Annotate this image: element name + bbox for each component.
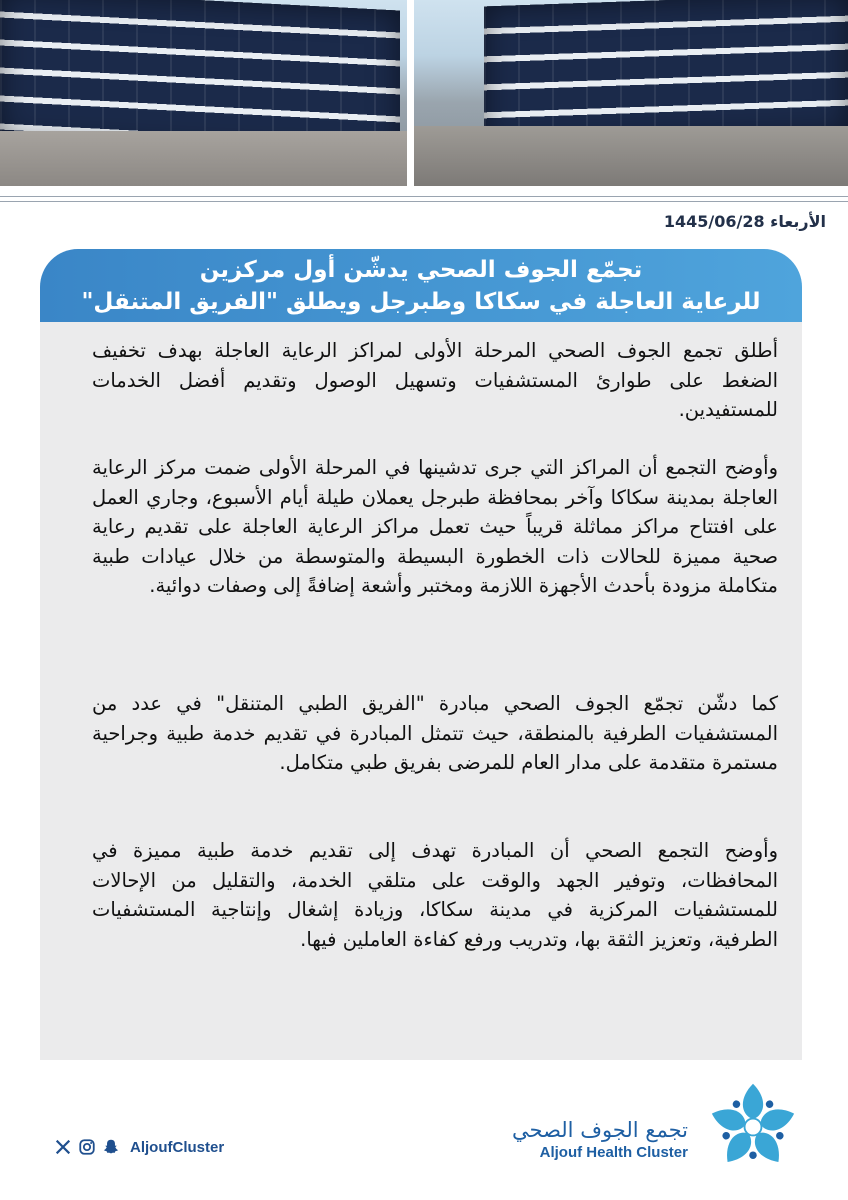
paragraph-3: كما دشّن تجمّع الجوف الصحي مبادرة "الفريق الطبي المتنقل" في عدد من المستشفيات الطرفية بالمنطقة، حيث تتمثل المبادرة في تقديم خدمة طبية وجراحية مستمرة متقدمة على مدار العام للمرضى بفريق طبي متكامل.: [92, 692, 778, 775]
publish-date: الأربعاء 1445/06/28: [663, 212, 826, 231]
building-photo-right: [414, 0, 848, 186]
article-title: [40, 249, 802, 322]
social-handle[interactable]: AljoufCluster: [130, 1138, 225, 1156]
paragraph-1: أطلق تجمع الجوف الصحي المرحلة الأولى لمراكز الرعاية العاجلة بهدف تخفيف الضغط على طوارئ المستشفيات وتسهيل الوصول وتقديم أفضل الخدمات للمستفيدين.: [92, 339, 778, 422]
header-photos: [0, 0, 848, 196]
paragraph-4: وأوضح التجمع الصحي أن المبادرة تهدف إلى تقديم خدمة طبية مميزة في المحافظات، وتوفير الجهد والوقت على متلقي الخدمة، والتقليل من الإحالات للمستشفيات المركزية في مدينة سكاكا، وزيادة إشغال وإنتاجية المستشفيات الطرفية، وتعزيز الثقة بها، وتدريب ورفع كفاءة العاملين فيها.: [92, 839, 778, 951]
building-photo-left: [0, 0, 407, 186]
brand-name-ar: تجمع الجوف الصحي: [512, 1118, 688, 1142]
title-line-1: تجمّع الجوف الصحي يدشّن أول مركزين: [199, 257, 643, 283]
title-line-2: للرعاية العاجلة في سكاكا وطبرجل ويطلق "الفريق المتنقل": [81, 289, 761, 315]
aljouf-logo-icon: [706, 1080, 800, 1174]
instagram-icon[interactable]: [78, 1138, 96, 1156]
brand-name-en: Aljouf Health Cluster: [539, 1144, 688, 1161]
article-body: [40, 322, 802, 1060]
snapchat-icon[interactable]: [102, 1138, 120, 1156]
brand-name: [512, 1117, 688, 1163]
social-links: [54, 1136, 224, 1158]
x-icon[interactable]: [54, 1138, 72, 1156]
header-divider: [0, 196, 848, 208]
paragraph-2: وأوضح التجمع أن المراكز التي جرى تدشينها في المرحلة الأولى ضمت مركز الرعاية العاجلة بمدينة سكاكا وآخر بمحافظة طبرجل يعملان طيلة أيام الأسبوع، وجاري العمل على افتتاح مراكز مماثلة قريباً حيث تعمل مراكز الرعاية العاجلة على تقديم رعاية صحية مميزة للحالات ذات الخطورة البسيطة والمتوسطة من خلال عيادات طبية متكاملة مزودة بأحدث الأجهزة اللازمة ومختبر وأشعة إضافةً إلى وصفات دوائية.: [92, 456, 778, 598]
